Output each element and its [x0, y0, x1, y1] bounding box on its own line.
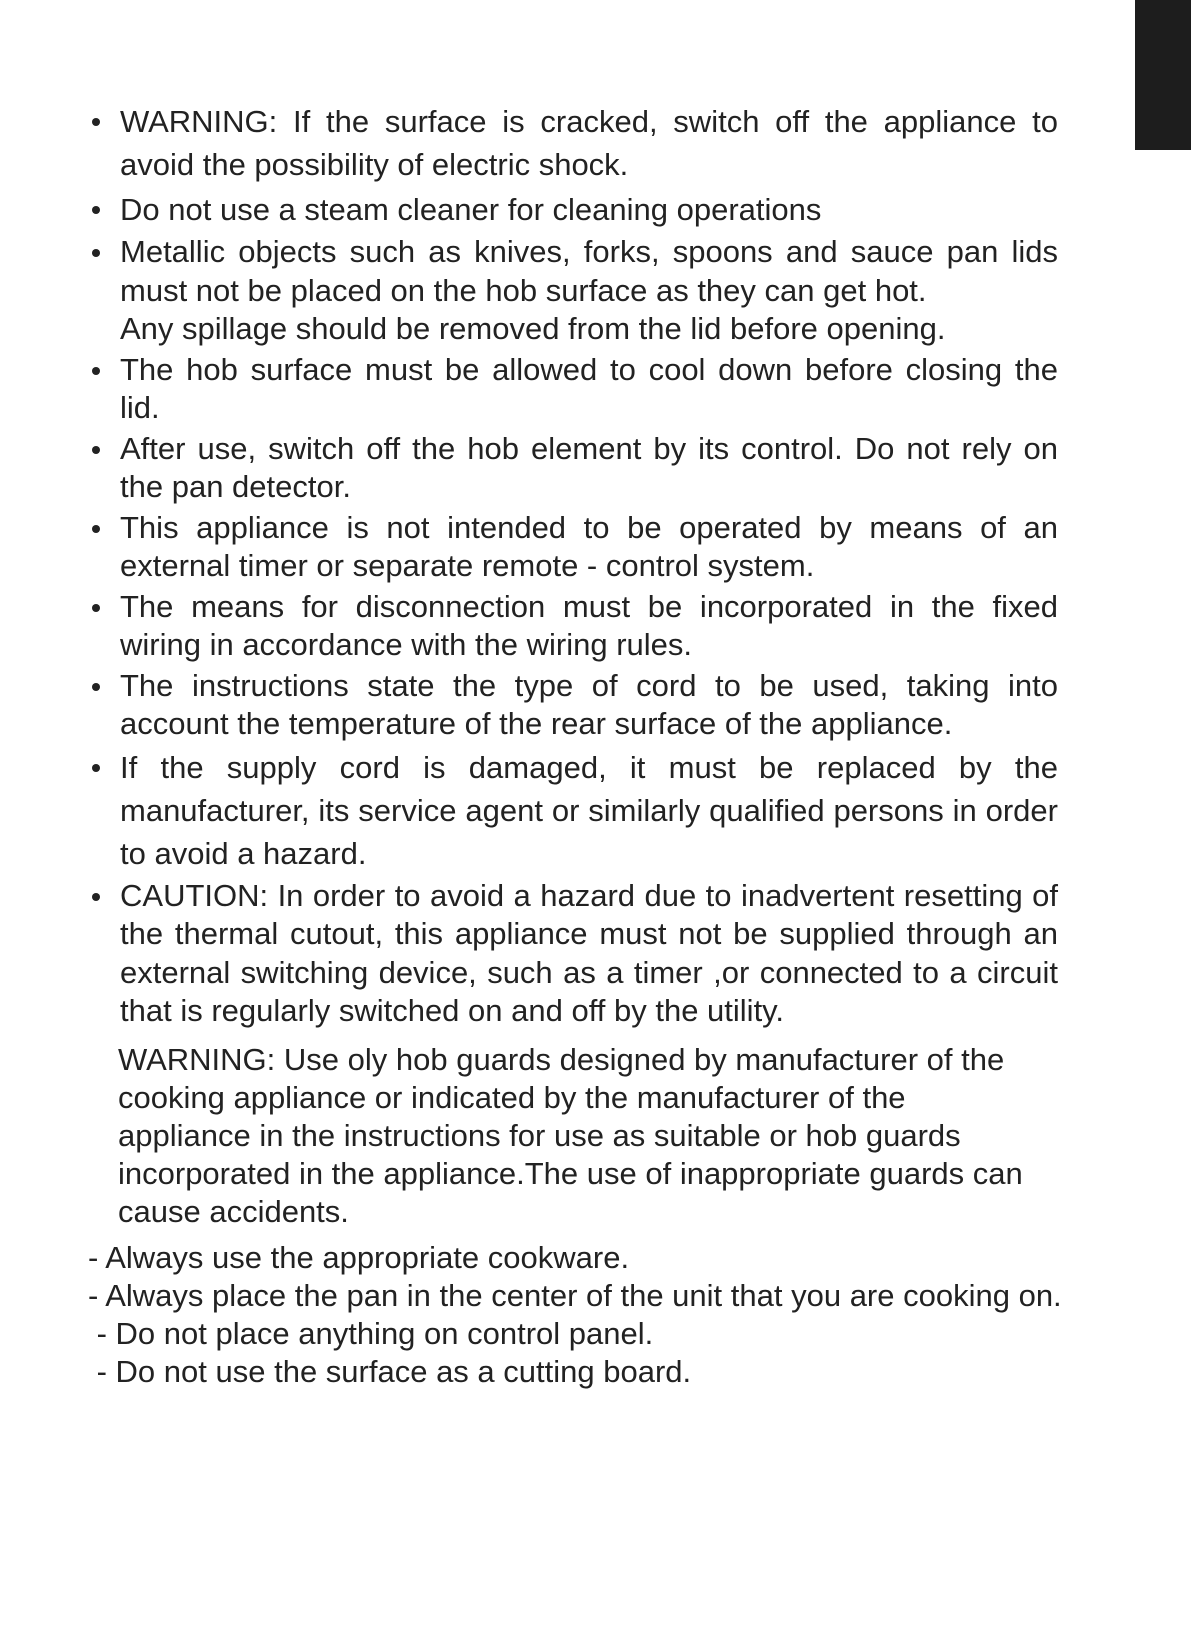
bullet-dot-icon [92, 118, 100, 126]
hob-guards-warning: WARNING: Use oly hob guards designed by manufacturer of the cooking appliance or indicated by the manufacturer of the appliance in the instructions for use as suitable or hob guards incorporated in the appliance.The use of inappropriate guards can cause accidents. [118, 1041, 1023, 1229]
bullet-item [88, 430, 1058, 507]
page-edge-tab [1135, 0, 1191, 150]
tip-line: - Do not place anything on control panel. [88, 1315, 654, 1351]
bullet-text: Do not use a steam cleaner for cleaning operations [120, 192, 822, 227]
bullet-item [88, 351, 1058, 428]
bullet-text: This appliance is not intended to be operated by means of an external timer or separate remote - control system. [120, 509, 1058, 583]
bullet-text: If the supply cord is damaged, it must be replaced by the manufacturer, its service agent or similarly qualified persons in order to avoid a hazard. [120, 749, 1058, 871]
bullet-text: Any spillage should be removed from the lid before opening. [120, 311, 946, 346]
bullet-item [88, 877, 1058, 1031]
tip-line: - Always use the appropriate cookware. [88, 1239, 630, 1275]
bullet-item [88, 233, 1058, 349]
bullet-text: The hob surface must be allowed to cool down before closing the lid. [120, 351, 1058, 425]
bullet-dot-icon [92, 683, 100, 691]
bullet-dot-icon [92, 764, 100, 772]
bullet-text: The means for disconnection must be incorporated in the fixed wiring in accordance with the wiring rules. [120, 588, 1058, 662]
cookware-tips-list [88, 1239, 1128, 1391]
bullet-item [88, 746, 1058, 875]
bullet-item [88, 588, 1058, 665]
bullet-dot-icon [92, 604, 100, 612]
tip-line: - Always place the pan in the center of the unit that you are cooking on. [88, 1277, 1062, 1313]
bullet-text: Metallic objects such as knives, forks, spoons and sauce pan lids must not be placed on the hob surface as they can get hot. [120, 234, 1058, 308]
bullet-dot-icon [92, 893, 100, 901]
bullet-dot-icon [92, 249, 100, 257]
tip-line: - Do not use the surface as a cutting board. [88, 1353, 692, 1389]
bullet-text: The instructions state the type of cord to be used, taking into account the temperature of the rear surface of the appliance. [120, 667, 1058, 741]
bullet-dot-icon [92, 525, 100, 533]
safety-bullet-list [88, 100, 1058, 1031]
bullet-item [88, 100, 1058, 186]
instructions-page [88, 100, 1128, 1391]
bullet-item [88, 509, 1058, 586]
bullet-dot-icon [92, 446, 100, 454]
bullet-dot-icon [92, 367, 100, 375]
bullet-text: After use, switch off the hob element by its control. Do not rely on the pan detector. [120, 430, 1058, 504]
bullet-dot-icon [92, 206, 100, 214]
bullet-item [88, 667, 1058, 744]
bullet-text: CAUTION: In order to avoid a hazard due to inadvertent resetting of the thermal cutout, this appliance must not be supplied through an external switching device, such as a timer ,or connected to a circuit that is regularly switched on and off by the utility. [120, 877, 1058, 1028]
bullet-item [88, 188, 1058, 231]
bullet-text: WARNING: If the surface is cracked, switch off the appliance to avoid the possibility of electric shock. [120, 104, 1058, 182]
